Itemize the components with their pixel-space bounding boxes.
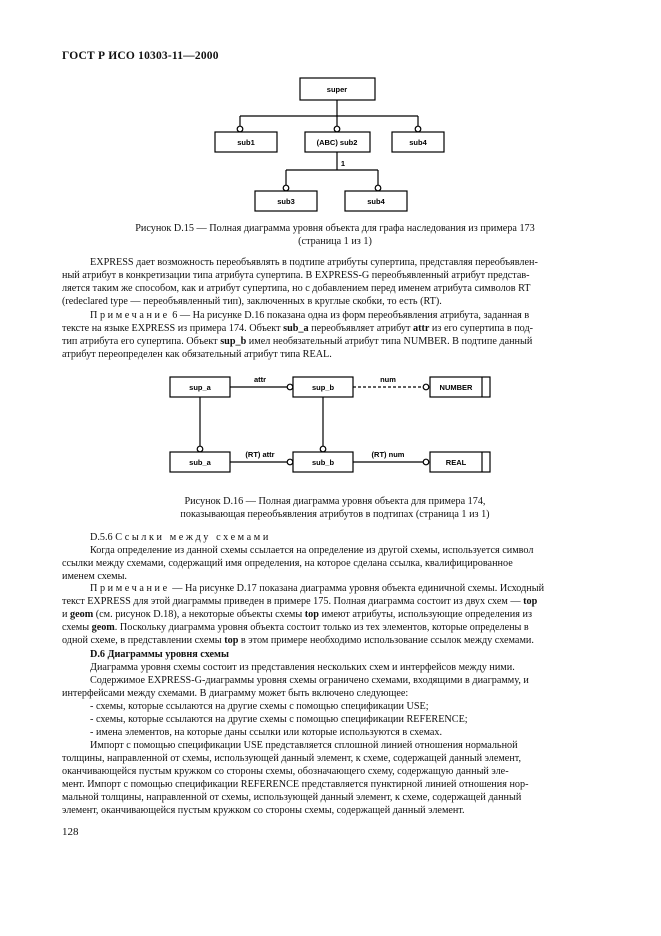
- paragraph-redeclaration: EXPRESS дает возможность переобъявлять в подтипе атрибуты супертипа, представляя переобъявлен- ный атрибут в конкретизации типа атрибута супертипа. В EXPRESS-G переобъявленный атрибут представ- ляется таким же способом, как и атрибут супертипа, но с добавлением перед именем атрибута символов RT (redeclared type — переобъявленный тип), заключенных в круглые скобки, то есть (RT).: [62, 257, 538, 307]
- label-rt-attr: (RT) attr: [245, 450, 275, 459]
- figure-d15-diagram: [200, 70, 460, 218]
- label-real: REAL: [445, 458, 467, 467]
- inheritance-circle: [237, 126, 243, 132]
- label-sup-a: sup_a: [189, 383, 211, 392]
- inheritance-circle: [283, 185, 289, 191]
- figure-d15-caption-line1: Рисунок D.15 — Полная диаграмма уровня объекта для графа наследования из примера 173: [135, 223, 535, 234]
- inheritance-circle: [415, 126, 421, 132]
- label-one: 1: [340, 159, 346, 168]
- label-sub4-right: sub4: [409, 138, 427, 147]
- inheritance-circle: [375, 185, 381, 191]
- label-rt-num: (RT) num: [371, 450, 405, 459]
- inheritance-circle: [334, 126, 340, 132]
- label-super: super: [326, 85, 348, 94]
- document-header: ГОСТ Р ИСО 10303-11—2000: [62, 50, 219, 62]
- note-d17: Примечание — На рисунке D.17 показана диаграмма уровня объекта единичной схемы. Исходный текст EXPRESS для этой диаграммы приведен в примере 175. Полная диаграмма состоит из двух схем — top и geom (см. рисунок D.18), а некоторые объекты схемы top имеют атрибуты, использующие определения из схемы geom. Поскольку диаграмма уровня объекта состоит только из тех элементов, которые определены в одной схеме, в представлении схемы top в этом примере необходимо использование ссылок между схемами.: [62, 583, 545, 646]
- label-attr: attr: [253, 375, 267, 384]
- note-6: Примечание 6 — На рисунке D.16 показана одна из форм переобъявления атрибута, заданная в тексте на языке EXPRESS из примера 174. Объект sub_a переобъявляет атрибут attr из его супертипа в под- тип атрибута его супертипа. Объект sup_b имел необязательный атрибут типа NUMBER. В подтипе данный атрибут переопределен как обязательный атрибут типа REAL.: [62, 310, 534, 360]
- figure-d16-diagram: [160, 365, 500, 477]
- section-d6-title: D.6 Диаграммы уровня схемы: [90, 649, 229, 660]
- section-d6-text: Диаграмма уровня схемы состоит из представления нескольких схем и интерфейсов между ними. Содержимое EXPRESS-G-диаграммы уровня схемы ограничено схемами, входящими в диаграмму, и интерфейсами между схемами. В диаграмму может быть включено следующее: - схемы, которые ссылаются на другие схемы с помощью спецификации USE; - схемы, которые ссылаются на другие схемы с помощью спецификации REFERENCE; - имена элементов, на которые даны ссылки или которые используются в схемах. Импорт с помощью спецификации USE представляется сплошной линией отношения нормальной толщины, направленной от схемы, использующей данный элемент, к схеме, содержащей данный элемент, оканчивающейся пустым кружком со стороны схемы, обозначающего схему, содержащую данный эле- мент. Импорт с помощью спецификации REFERENCE представляется пунктирной линией отношения нор- мальной толщины, направленной от схемы, использующей данный элемент, к схеме, содержащей данный элемент, оканчивающейся пустым кружком со стороны схемы, содержащей данный элемент.: [62, 662, 529, 816]
- label-sub4: sub4: [367, 197, 385, 206]
- section-d56-text: Когда определение из данной схемы ссылается на определение из другой схемы, используется символ ссылки между схемами, содержащий имя определения, на которое сделана ссылка, квалифицированное именем схемы.: [62, 545, 534, 582]
- label-sub3: sub3: [277, 197, 295, 206]
- figure-d16-caption-line1: Рисунок D.16 — Полная диаграмма уровня объекта для примера 174,: [184, 496, 486, 507]
- label-num: num: [380, 375, 396, 384]
- label-number: NUMBER: [439, 383, 473, 392]
- label-sub-b: sub_b: [311, 458, 335, 467]
- label-sub-a: sub_a: [189, 458, 211, 467]
- figure-d16-caption-line2: показывающая переобъявления атрибутов в подтипах (страница 1 из 1): [180, 509, 490, 520]
- label-sub2: (ABC) sub2: [316, 138, 358, 147]
- label-sup-b: sup_b: [311, 383, 335, 392]
- figure-d15-caption-line2: (страница 1 из 1): [298, 236, 372, 247]
- section-d56-title: D.5.6 Ссылки между схемами: [90, 532, 271, 543]
- page-number: 128: [62, 826, 79, 838]
- label-sub1: sub1: [237, 138, 255, 147]
